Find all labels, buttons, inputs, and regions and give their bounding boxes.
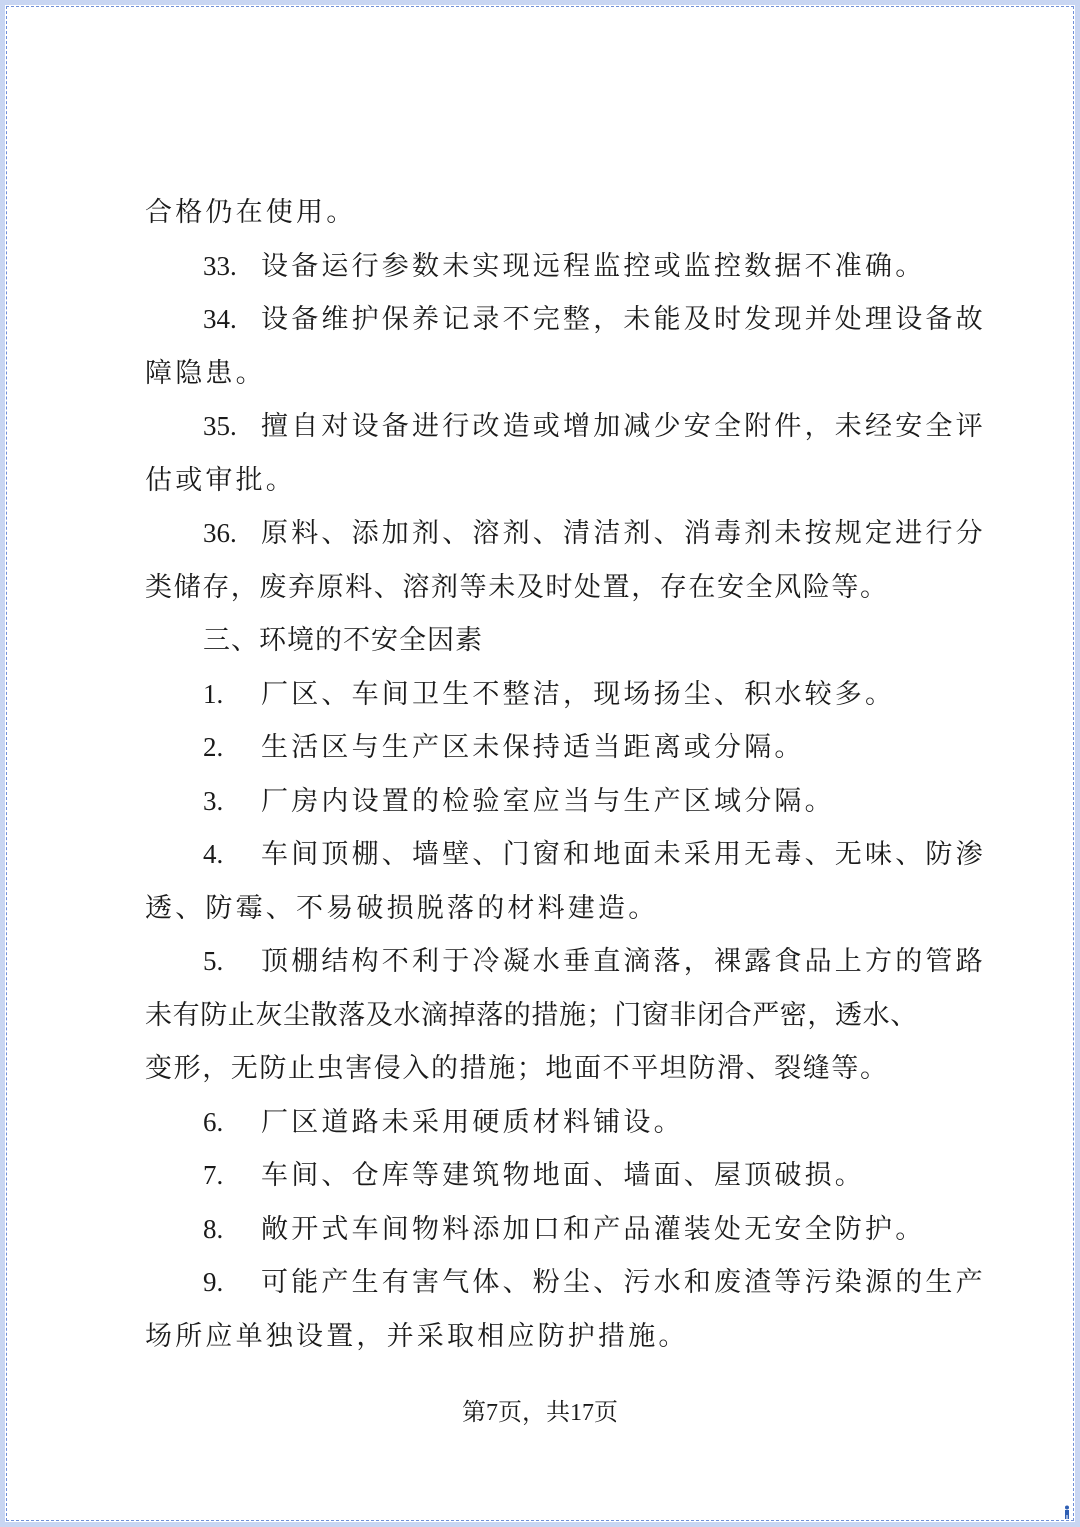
page-footer: 第7页，共17页: [462, 1400, 618, 1426]
list-item-7: 7. 车间、仓库等建筑物地面、墙面、屋顶破损。: [203, 1160, 865, 1191]
list-item-34: 34. 设备维护保养记录不完整，未能及时发现并处理设备故: [203, 304, 986, 335]
text-line: 类储存，废弃原料、溶剂等未及时处置，存在安全风险等。: [145, 571, 889, 603]
list-item-33: 33. 设备运行参数未实现远程监控或监控数据不准确。: [203, 250, 926, 282]
text-line: 合格仍在使用。: [145, 197, 357, 228]
list-item-36: 36. 原料、添加剂、溶剂、清洁剂、消毒剂未按规定进行分: [203, 518, 986, 549]
list-item-2: 2. 生活区与生产区未保持适当距离或分隔。: [203, 732, 805, 763]
text-line: 障隐患。: [145, 357, 266, 389]
text-line: 估或审批。: [145, 464, 296, 496]
list-item-3: 3. 厂房内设置的检验室应当与生产区域分隔。: [203, 785, 835, 817]
list-item-4: 4. 车间顶棚、墙壁、门窗和地面未采用无毒、无味、防渗: [203, 839, 986, 870]
list-item-35: 35. 擅自对设备进行改造或增加减少安全附件，未经安全评: [203, 411, 986, 442]
text-line: 场所应单独设置，并采取相应防护措施。: [145, 1320, 689, 1352]
list-item-9: 9. 可能产生有害气体、粉尘、污水和废渣等污染源的生产: [203, 1267, 986, 1298]
text-line: 透、防霉、不易破损脱落的材料建造。: [145, 892, 659, 924]
document-body: [145, 186, 986, 1363]
section-heading: 三、环境的不安全因素: [203, 625, 483, 656]
list-item-1: 1. 厂区、车间卫生不整洁，现场扬尘、积水较多。: [203, 678, 896, 710]
person-icon: [1062, 1505, 1072, 1519]
list-item-5: 5. 顶棚结构不利于冷凝水垂直滴落，裸露食品上方的管路: [203, 946, 986, 977]
list-item-6: 6. 厂区道路未采用硬质材料铺设。: [203, 1106, 684, 1138]
list-item-8: 8. 敞开式车间物料添加口和产品灌装处无安全防护。: [203, 1213, 926, 1245]
text-line: 未有防止灰尘散落及水滴掉落的措施；门窗非闭合严密，透水、: [145, 999, 918, 1031]
text-line: 变形，无防止虫害侵入的措施；地面不平坦防滑、裂缝等。: [145, 1053, 889, 1084]
